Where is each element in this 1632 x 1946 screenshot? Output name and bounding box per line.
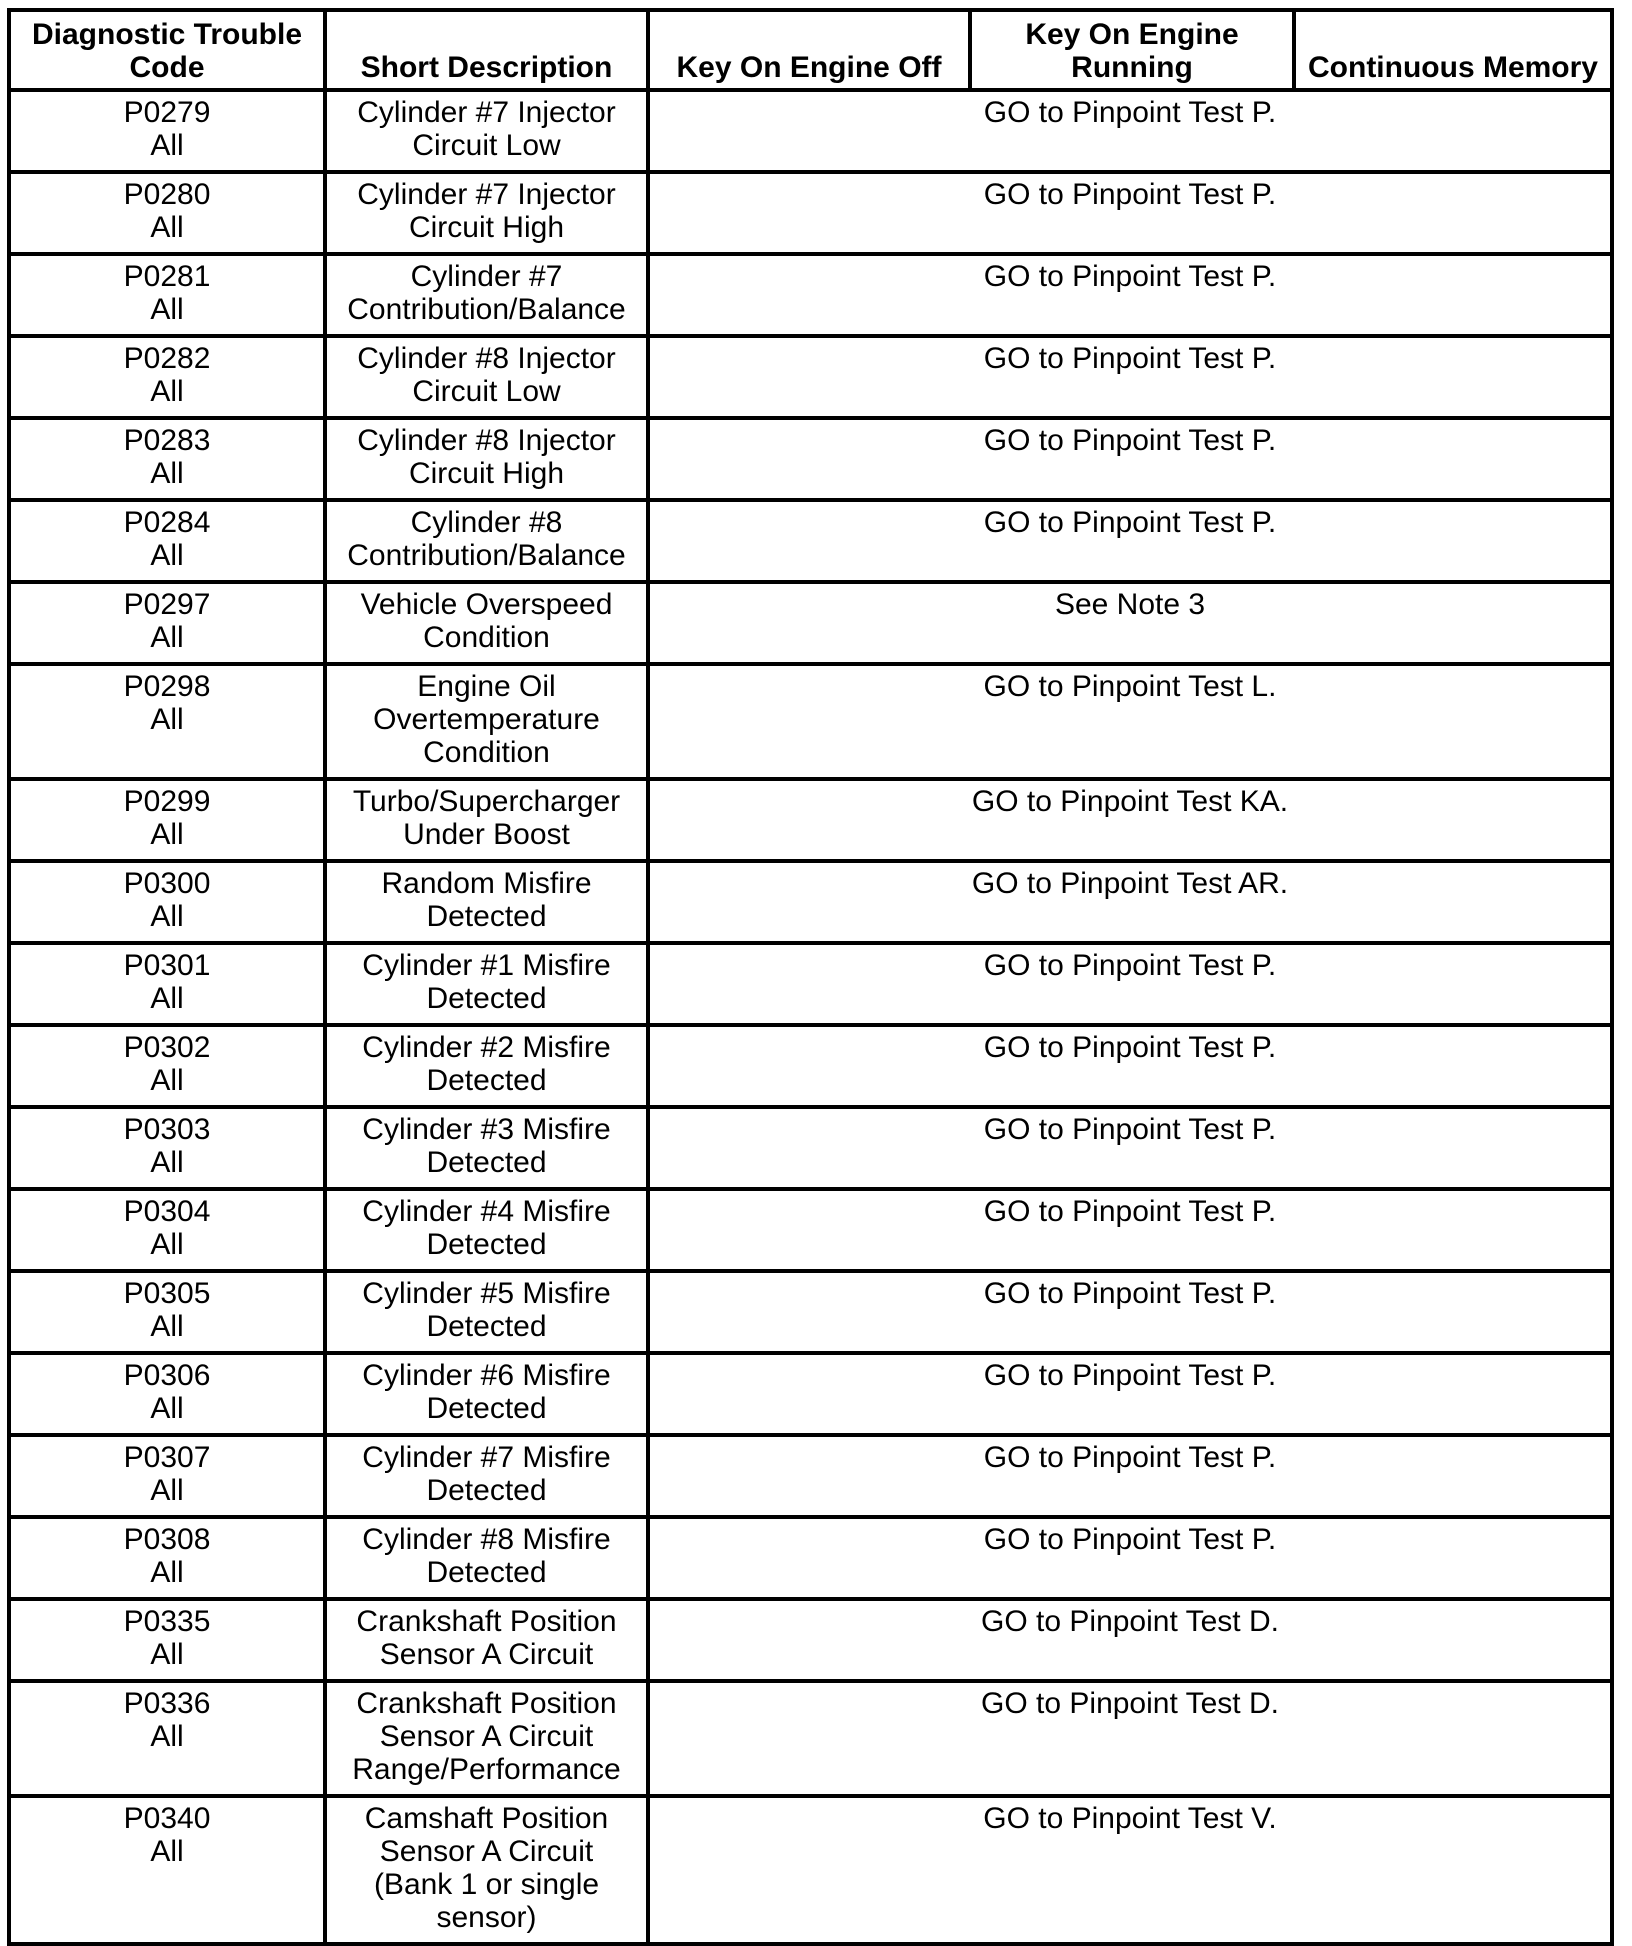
dtc-cell (9, 1025, 325, 1107)
header-continuous-memory: Continuous Memory (1294, 10, 1612, 90)
dtc-cell (9, 1681, 325, 1796)
dtc-table (7, 8, 1614, 1946)
dtc-applies: All (150, 1474, 184, 1507)
dtc-cell (9, 90, 325, 172)
dtc-cell (9, 1435, 325, 1517)
dtc-applies: All (150, 982, 184, 1015)
dtc-code: P0306 (123, 1359, 211, 1392)
action-cell: GO to Pinpoint Test P. (648, 1353, 1612, 1435)
dtc-cell (9, 1353, 325, 1435)
dtc-code: P0335 (123, 1605, 211, 1638)
table-row (9, 582, 1612, 664)
table-row (9, 1107, 1612, 1189)
dtc-code: P0280 (123, 178, 211, 211)
short-description-cell: Crankshaft Position Sensor A Circuit Range/Performance (325, 1681, 648, 1796)
action-cell: GO to Pinpoint Test AR. (648, 861, 1612, 943)
header-dtc: Diagnostic Trouble Code (9, 10, 325, 90)
table-row (9, 1599, 1612, 1681)
header-short-description: Short Description (325, 10, 648, 90)
short-description-cell: Cylinder #8 Misfire Detected (325, 1517, 648, 1599)
short-description-cell: Camshaft Position Sensor A Circuit (Bank 1 or single sensor) (325, 1796, 648, 1944)
action-cell: GO to Pinpoint Test P. (648, 90, 1612, 172)
action-cell: GO to Pinpoint Test P. (648, 500, 1612, 582)
action-cell: GO to Pinpoint Test P. (648, 1435, 1612, 1517)
table-row (9, 172, 1612, 254)
table-row (9, 500, 1612, 582)
dtc-applies: All (150, 1638, 184, 1671)
action-cell: See Note 3 (648, 582, 1612, 664)
dtc-cell (9, 336, 325, 418)
short-description-cell: Cylinder #7 Contribution/Balance (325, 254, 648, 336)
short-description-cell: Vehicle Overspeed Condition (325, 582, 648, 664)
action-cell: GO to Pinpoint Test P. (648, 1025, 1612, 1107)
short-description-cell: Cylinder #7 Misfire Detected (325, 1435, 648, 1517)
dtc-code: P0299 (123, 785, 211, 818)
action-cell: GO to Pinpoint Test P. (648, 1517, 1612, 1599)
header-row (9, 10, 1612, 90)
dtc-code: P0302 (123, 1031, 211, 1064)
short-description-cell: Cylinder #7 Injector Circuit High (325, 172, 648, 254)
dtc-applies: All (150, 129, 184, 162)
table-row (9, 418, 1612, 500)
dtc-code: P0301 (123, 949, 211, 982)
dtc-cell (9, 418, 325, 500)
dtc-code: P0303 (123, 1113, 211, 1146)
dtc-code: P0283 (123, 424, 211, 457)
table-row (9, 1681, 1612, 1796)
dtc-applies: All (150, 1228, 184, 1261)
action-cell: GO to Pinpoint Test D. (648, 1681, 1612, 1796)
short-description-cell: Cylinder #3 Misfire Detected (325, 1107, 648, 1189)
dtc-applies: All (150, 1835, 184, 1868)
action-cell: GO to Pinpoint Test P. (648, 418, 1612, 500)
dtc-applies: All (150, 818, 184, 851)
dtc-cell (9, 254, 325, 336)
dtc-applies: All (150, 375, 184, 408)
dtc-code: P0304 (123, 1195, 211, 1228)
table-row (9, 664, 1612, 779)
dtc-applies: All (150, 621, 184, 654)
dtc-code: P0297 (123, 588, 211, 621)
table-row (9, 1025, 1612, 1107)
dtc-applies: All (150, 900, 184, 933)
table-row (9, 1353, 1612, 1435)
action-cell: GO to Pinpoint Test P. (648, 943, 1612, 1025)
short-description-cell: Engine Oil Overtemperature Condition (325, 664, 648, 779)
dtc-code: P0307 (123, 1441, 211, 1474)
short-description-cell: Cylinder #2 Misfire Detected (325, 1025, 648, 1107)
header-key-on-engine-running: Key On Engine Running (970, 10, 1294, 90)
action-cell: GO to Pinpoint Test P. (648, 254, 1612, 336)
dtc-cell (9, 664, 325, 779)
short-description-cell: Cylinder #8 Injector Circuit Low (325, 336, 648, 418)
dtc-applies: All (150, 1064, 184, 1097)
short-description-cell: Cylinder #8 Contribution/Balance (325, 500, 648, 582)
dtc-applies: All (150, 1310, 184, 1343)
dtc-cell (9, 1796, 325, 1944)
dtc-applies: All (150, 1146, 184, 1179)
dtc-code: P0282 (123, 342, 211, 375)
dtc-applies: All (150, 293, 184, 326)
action-cell: GO to Pinpoint Test P. (648, 336, 1612, 418)
dtc-cell (9, 582, 325, 664)
table-row (9, 254, 1612, 336)
table-row (9, 1435, 1612, 1517)
dtc-cell (9, 500, 325, 582)
action-cell: GO to Pinpoint Test P. (648, 1189, 1612, 1271)
dtc-code: P0340 (123, 1802, 211, 1835)
dtc-cell (9, 172, 325, 254)
short-description-cell: Cylinder #8 Injector Circuit High (325, 418, 648, 500)
dtc-cell (9, 1189, 325, 1271)
dtc-applies: All (150, 539, 184, 572)
dtc-cell (9, 1271, 325, 1353)
short-description-cell: Cylinder #1 Misfire Detected (325, 943, 648, 1025)
action-cell: GO to Pinpoint Test V. (648, 1796, 1612, 1944)
dtc-code: P0336 (123, 1687, 211, 1720)
dtc-code: P0308 (123, 1523, 211, 1556)
table-row (9, 1271, 1612, 1353)
table-row (9, 1189, 1612, 1271)
action-cell: GO to Pinpoint Test D. (648, 1599, 1612, 1681)
dtc-cell (9, 861, 325, 943)
short-description-cell: Cylinder #6 Misfire Detected (325, 1353, 648, 1435)
short-description-cell: Crankshaft Position Sensor A Circuit (325, 1599, 648, 1681)
table-row (9, 1517, 1612, 1599)
dtc-code: P0284 (123, 506, 211, 539)
dtc-cell (9, 943, 325, 1025)
table-row (9, 336, 1612, 418)
dtc-applies: All (150, 1392, 184, 1425)
action-cell: GO to Pinpoint Test L. (648, 664, 1612, 779)
dtc-applies: All (150, 1556, 184, 1589)
dtc-applies: All (150, 703, 184, 736)
header-key-on-engine-off: Key On Engine Off (648, 10, 970, 90)
short-description-cell: Random Misfire Detected (325, 861, 648, 943)
table-row (9, 90, 1612, 172)
short-description-cell: Cylinder #7 Injector Circuit Low (325, 90, 648, 172)
table-row (9, 1796, 1612, 1944)
dtc-code: P0281 (123, 260, 211, 293)
dtc-cell (9, 779, 325, 861)
action-cell: GO to Pinpoint Test KA. (648, 779, 1612, 861)
dtc-code: P0279 (123, 96, 211, 129)
dtc-code: P0298 (123, 670, 211, 703)
dtc-applies: All (150, 1720, 184, 1753)
dtc-applies: All (150, 457, 184, 490)
table-row (9, 779, 1612, 861)
dtc-applies: All (150, 211, 184, 244)
table-body (9, 90, 1612, 1944)
short-description-cell: Cylinder #5 Misfire Detected (325, 1271, 648, 1353)
short-description-cell: Turbo/Supercharger Under Boost (325, 779, 648, 861)
action-cell: GO to Pinpoint Test P. (648, 172, 1612, 254)
dtc-cell (9, 1107, 325, 1189)
table-row (9, 943, 1612, 1025)
action-cell: GO to Pinpoint Test P. (648, 1271, 1612, 1353)
action-cell: GO to Pinpoint Test P. (648, 1107, 1612, 1189)
dtc-cell (9, 1517, 325, 1599)
dtc-cell (9, 1599, 325, 1681)
dtc-code: P0305 (123, 1277, 211, 1310)
dtc-code: P0300 (123, 867, 211, 900)
short-description-cell: Cylinder #4 Misfire Detected (325, 1189, 648, 1271)
table-row (9, 861, 1612, 943)
